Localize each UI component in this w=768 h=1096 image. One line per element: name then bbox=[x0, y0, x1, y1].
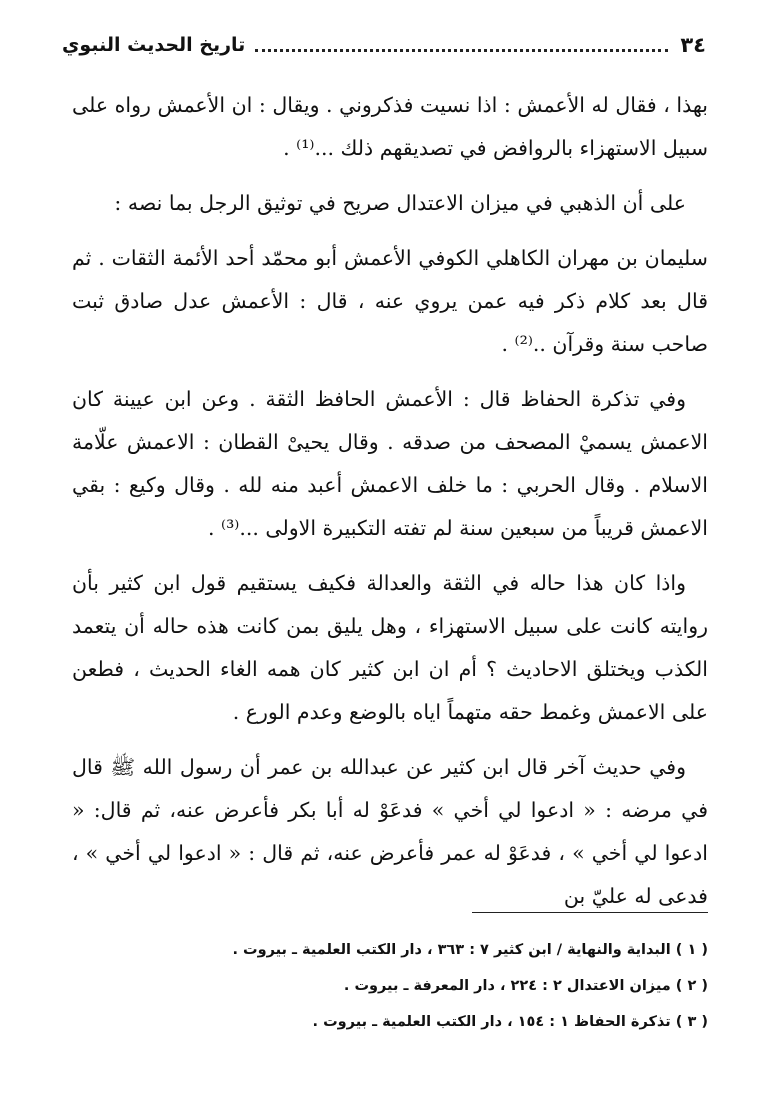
page-number: ٣٤ bbox=[680, 33, 706, 57]
main-text bbox=[72, 84, 708, 918]
footnotes bbox=[72, 932, 708, 1040]
footnote-separator bbox=[472, 912, 708, 913]
footnote-1: ( ١ ) البداية والنهاية / ابن كثير ٧ : ٣٦٣ ، دار الكتب العلمية ـ بيروت . bbox=[232, 942, 708, 958]
paragraph-argument: واذا كان هذا حاله في الثقة والعدالة فكيف يستقيم قول ابن كثير بأن روايته كانت على سبيل الاستهزاء ، وهل يليق بمن كانت هذه حاله أن يتعمد الكذب ويختلق الاحاديث ؟ أم ان ابن كثير كان همه الغاء الحديث ، فطعن على الاعمش وغمط حقه متهماً اياه بالوضع وعدم الورع . bbox=[72, 571, 708, 724]
paragraph-hadith: وفي حديث آخر قال ابن كثير عن عبدالله بن عمر أن رسول الله ﷺ قال في مرضه : « ادعوا لي أخي » فدعَوْ له أبا بكر فأعرض عنه، ثم قال: « ادعوا لي أخي » ، فدعَوْ له عمر فأعرض عنه، ثم قال : « ادعوا لي أخي » ، فدعى له عليّ بن bbox=[72, 755, 708, 908]
footnote-2: ( ٢ ) ميزان الاعتدال ٢ : ٢٢٤ ، دار المعرفة ـ بيروت . bbox=[343, 978, 708, 994]
paragraph-mizan-quote: سليمان بن مهران الكاهلي الكوفي الأعمش أبو محمّد أحد الأئمة الثقات . ثم قال بعد كلام ذكر فيه عمن يروي عنه ، قال : الأعمش عدل صادق ثبت صاحب سنة وقرآن ..⁽²⁾ . bbox=[72, 246, 708, 356]
header-dot-leader bbox=[255, 49, 668, 52]
paragraph-tadhkira: وفي تذكرة الحفاظ قال : الأعمش الحافظ الثقة . وعن ابن عيينة كان الاعمش يسميْ المصحف من صدقه . وقال يحيىْ القطان : الاعمش علّامة الاسلام . وقال الحربي : ما خلف الاعمش أعبد منه لله . وقال وكيع : بقي الاعمش قريباً من سبعين سنة لم تفته التكبيرة الاولى ...⁽³⁾ . bbox=[72, 387, 708, 540]
paragraph-continuation: بهذا ، فقال له الأعمش : اذا نسيت فذكروني . ويقال : ان الأعمش رواه على سبيل الاستهزاء بالروافض في تصديقهم ذلك ...⁽¹⁾ . bbox=[72, 93, 708, 160]
running-header bbox=[62, 28, 706, 62]
paragraph-dhahabi-intro: على أن الذهبي في ميزان الاعتدال صريح في توثيق الرجل بما نصه : bbox=[114, 191, 686, 215]
book-title: تاريخ الحديث النبوي bbox=[62, 34, 246, 56]
footnote-3: ( ٣ ) تذكرة الحفاظ ١ : ١٥٤ ، دار الكتب العلمية ـ بيروت . bbox=[312, 1014, 708, 1030]
